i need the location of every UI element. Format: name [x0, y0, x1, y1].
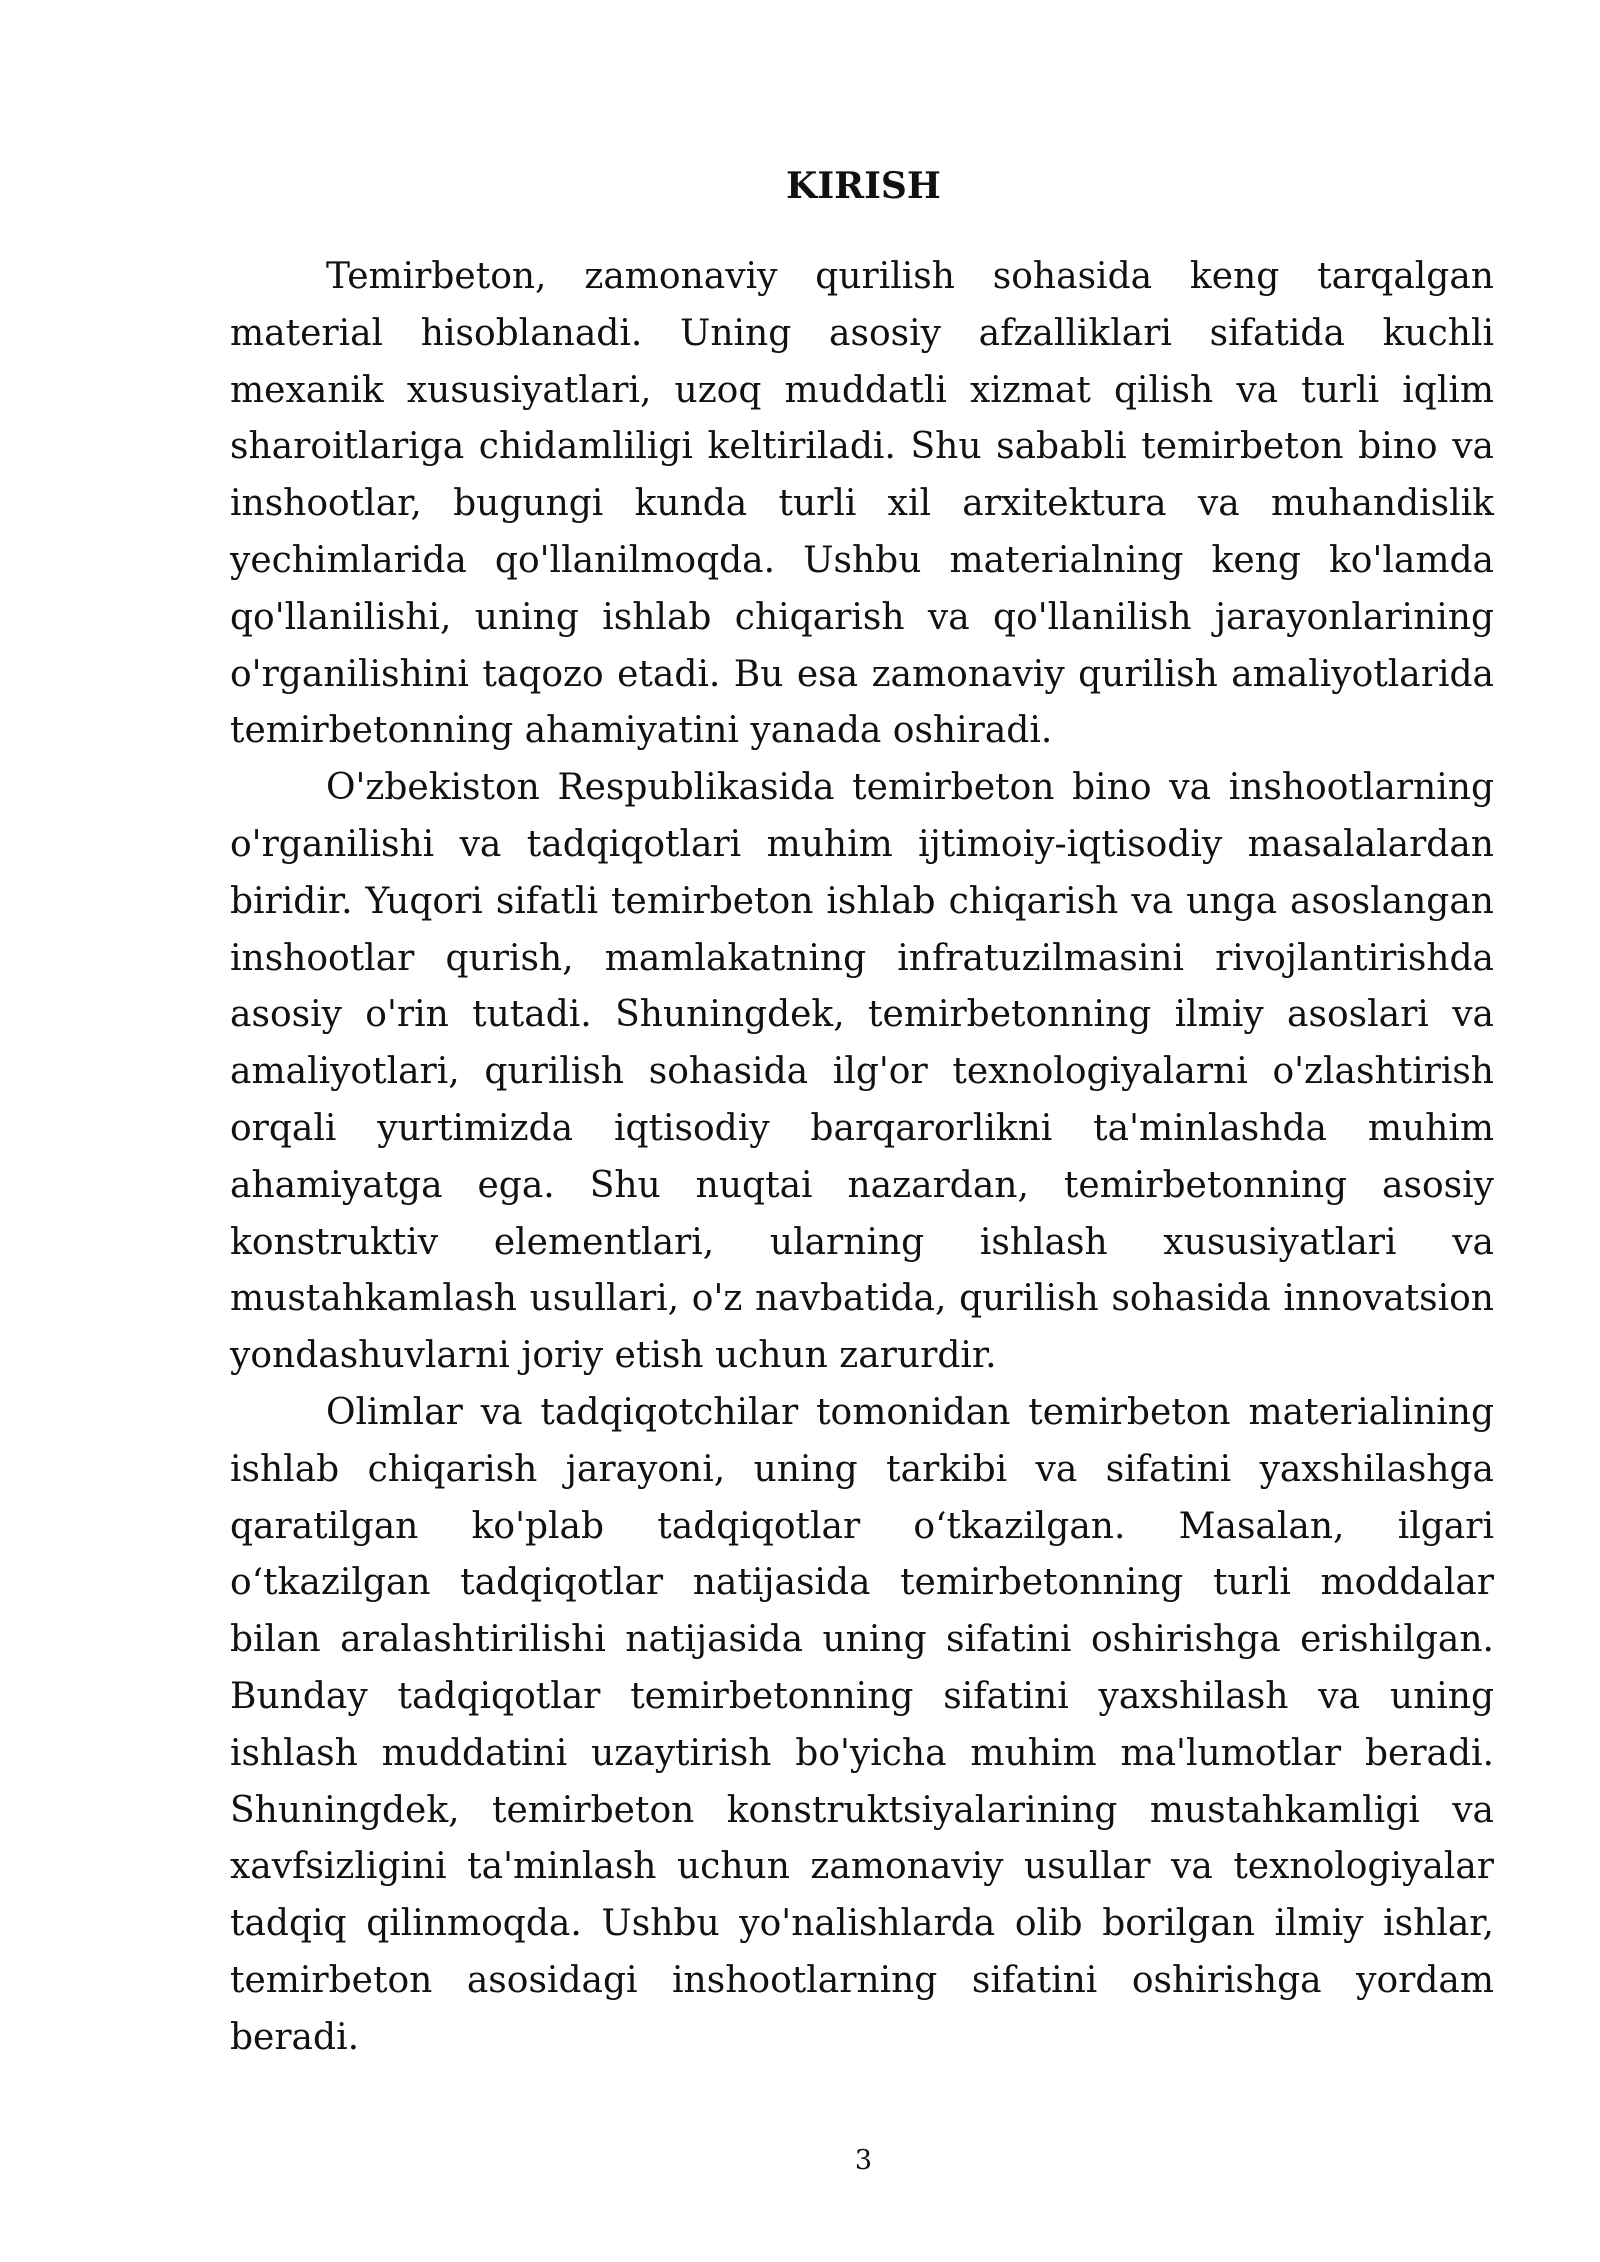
- page-number: 3: [854, 2145, 873, 2176]
- section-title: KIRISH: [786, 165, 941, 207]
- paragraph-1: Temirbeton, zamonaviy qurilish sohasida keng tarqalgan material hisoblanadi. Uning asosiy afzalliklari sifatida kuchli mexanik xususiyatlari, uzoq muddatli xizmat qilish va turli iqlim sharoitlariga chidamliligi keltiriladi. Shu sababli temirbeton bino va inshootlar, bugungi kunda turli xil arxitektura va muhandislik yechimlarida qo'llanilmoqda. Ushbu materialning keng ko'lamda qo'llanilishi, uning ishlab chiqarish va qo'llanilish jarayonlarining o'rganilishini taqozo etadi. Bu esa zamonaviy qurilish amaliyotlarida temirbetonning ahamiyatini yanada oshiradi.: [230, 256, 1494, 752]
- paragraph-3: Olimlar va tadqiqotchilar tomonidan temirbeton materialining ishlab chiqarish jarayoni, uning tarkibi va sifatini yaxshilashga qaratilgan ko'plab tadqiqotlar o‘tkazilgan. Masalan, ilgari o‘tkazilgan tadqiqotlar natijasida temirbetonning turli moddalar bilan aralashtirilishi natijasida uning sifatini oshirishga erishilgan. Bunday tadqiqotlar temirbetonning sifatini yaxshilash va uning ishlash muddatini uzaytirish bo'yicha muhim ma'lumotlar beradi. Shuningdek, temirbeton konstruktsiyalarining mustahkamligi va xavfsizligini ta'minlash uchun zamonaviy usullar va texnologiyalar tadqiq qilinmoqda. Ushbu yo'nalishlarda olib borilgan ilmiy ishlar, temirbeton asosidagi inshootlarning sifatini oshirishga yordam beradi.: [230, 1391, 1494, 2058]
- body-text: [230, 249, 1494, 2067]
- paragraph-2: O'zbekiston Respublikasida temirbeton bino va inshootlarning o'rganilishi va tadqiqotlari muhim ijtimoiy-iqtisodiy masalalardan biridir. Yuqori sifatli temirbeton ishlab chiqarish va unga asoslangan inshootlar qurish, mamlakatning infratuzilmasini rivojlantirishda asosiy o'rin tutadi. Shuningdek, temirbetonning ilmiy asoslari va amaliyotlari, qurilish sohasida ilg'or texnologiyalarni o'zlashtirish orqali yurtimizda iqtisodiy barqarorlikni ta'minlashda muhim ahamiyatga ega. Shu nuqtai nazardan, temirbetonning asosiy konstruktiv elementlari, ularning ishlash xususiyatlari va mustahkamlash usullari, o'z navbatida, qurilish sohasida innovatsion yondashuvlarni joriy etish uchun zarurdir.: [230, 767, 1494, 1377]
